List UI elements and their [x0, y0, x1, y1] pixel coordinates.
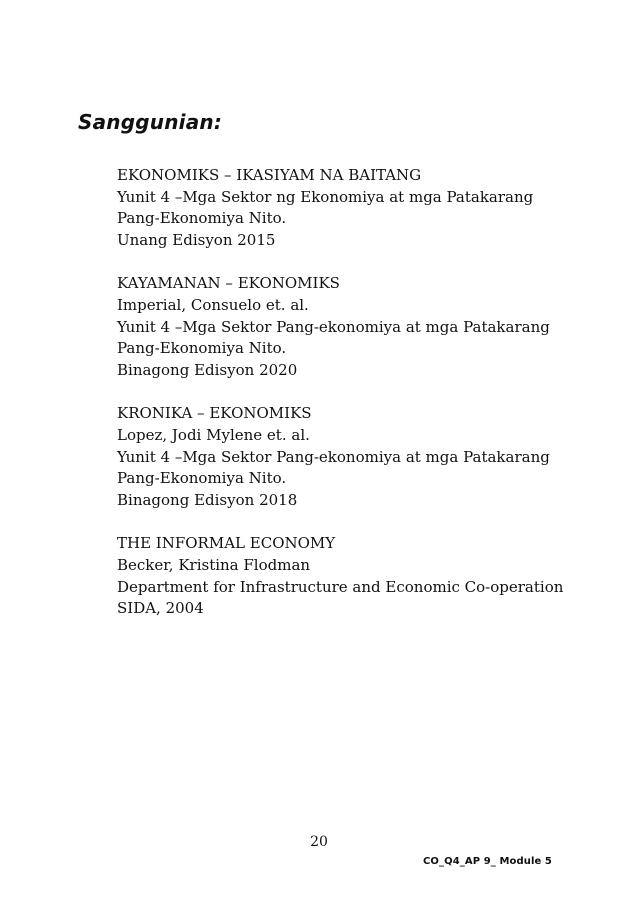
reference-line: Yunit 4 –Mga Sektor Pang-ekonomiya at mga Patakarang	[117, 317, 550, 336]
reference-line: Pang-Ekonomiya Nito.	[117, 209, 287, 228]
reference-line: Yunit 4 –Mga Sektor ng Ekonomiya at mga Patakarang	[117, 187, 534, 206]
reference-item	[117, 533, 597, 619]
reference-item	[117, 403, 597, 511]
reference-item	[117, 273, 597, 381]
reference-author: Imperial, Consuelo et. al.	[117, 295, 309, 314]
reference-item	[117, 165, 597, 251]
reference-title: EKONOMIKS – IKASIYAM NA BAITANG	[117, 166, 422, 184]
reference-title: THE INFORMAL ECONOMY	[117, 534, 336, 553]
reference-edition: Binagong Edisyon 2020	[117, 360, 298, 379]
module-footer: CO_Q4_AP 9_ Module 5	[422, 856, 552, 867]
reference-author: Lopez, Jodi Mylene et. al.	[117, 425, 310, 444]
reference-title: KAYAMANAN – EKONOMIKS	[117, 274, 340, 293]
reference-line: Pang-Ekonomiya Nito.	[117, 339, 287, 358]
reference-edition: Unang Edisyon 2015	[117, 230, 276, 249]
reference-line: Pang-Ekonomiya Nito.	[117, 469, 287, 488]
reference-author: Becker, Kristina Flodman	[117, 555, 311, 574]
reference-title: KRONIKA – EKONOMIKS	[117, 404, 312, 423]
reference-edition: Binagong Edisyon 2018	[117, 490, 298, 509]
reference-list	[117, 165, 597, 642]
reference-line: Yunit 4 –Mga Sektor Pang-ekonomiya at mga Patakarang	[117, 447, 550, 466]
reference-line: Department for Infrastructure and Economic Co-operation	[117, 577, 564, 596]
page-number: 20	[310, 834, 328, 850]
page-heading: Sanggunian:	[78, 110, 223, 134]
reference-edition: SIDA, 2004	[117, 599, 204, 618]
